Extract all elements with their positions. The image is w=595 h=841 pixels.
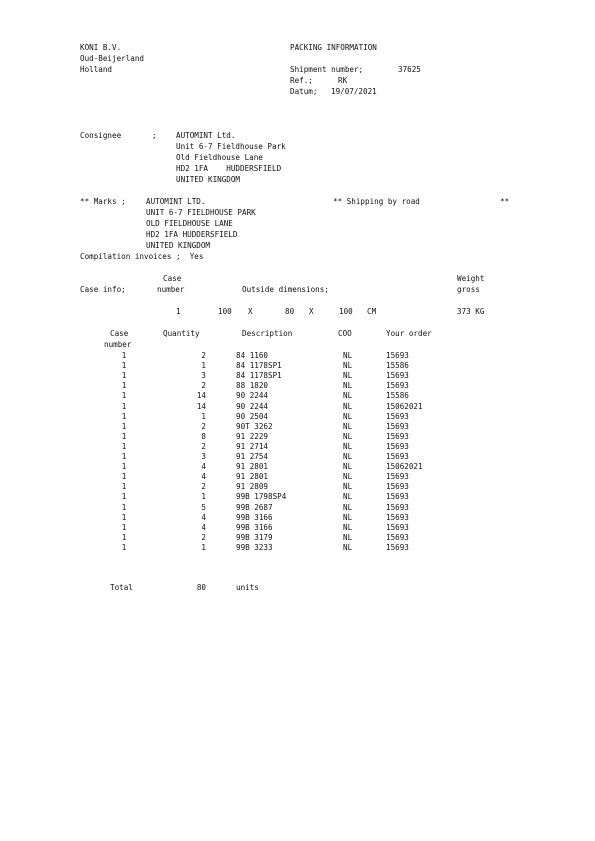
cell-coo: NL xyxy=(343,522,353,532)
cell-case: 1 xyxy=(121,522,127,532)
cell-quantity: 2 xyxy=(201,421,206,431)
consignee-line: AUTOMINT Ltd. xyxy=(176,131,236,140)
cell-your-order: 15693 xyxy=(386,421,409,431)
cell-your-order: 15693 xyxy=(386,441,409,451)
cell-case: 1 xyxy=(121,361,127,371)
weight-header-bottom: gross xyxy=(457,285,480,294)
weight-header-top: Weight xyxy=(457,274,485,283)
cell-case: 1 xyxy=(121,492,127,502)
marks-line: AUTOMINT LTD. xyxy=(146,197,206,206)
cell-case: 1 xyxy=(121,401,127,411)
cell-quantity: 1 xyxy=(201,411,206,421)
case-info-length: 100 xyxy=(218,307,232,316)
cell-your-order: 15062021 xyxy=(386,401,423,411)
column-header-coo: COO xyxy=(338,329,352,338)
sender-country: Holland xyxy=(80,65,113,74)
cell-quantity: 3 xyxy=(201,371,206,381)
case-info-case: 1 xyxy=(176,307,181,316)
cell-your-order: 15693 xyxy=(386,431,409,441)
cell-case: 1 xyxy=(121,502,127,512)
cell-quantity: 2 xyxy=(201,441,206,451)
cell-quantity: 14 xyxy=(196,391,206,401)
cell-coo: NL xyxy=(343,391,353,401)
cell-case: 1 xyxy=(121,441,127,451)
consignee-line: Old Fieldhouse Lane xyxy=(176,153,263,162)
cell-description: 91 2809 xyxy=(236,482,269,492)
total-label: Total xyxy=(110,583,133,592)
cell-coo: NL xyxy=(343,381,353,391)
cell-your-order: 15693 xyxy=(386,411,409,421)
cell-your-order: 15693 xyxy=(386,452,409,461)
cell-your-order: 15693 xyxy=(386,351,409,360)
case-info-width: 80 xyxy=(285,307,295,316)
case-info-unit: CM xyxy=(367,307,377,316)
cell-quantity: 3 xyxy=(201,452,206,461)
cell-quantity: 2 xyxy=(201,351,206,360)
cell-your-order: 15586 xyxy=(386,391,409,401)
cell-description: 91 2801 xyxy=(236,462,269,472)
cell-case: 1 xyxy=(121,542,127,552)
cell-case: 1 xyxy=(121,512,127,522)
dimensions-header: Outside dimensions; xyxy=(242,285,329,294)
marks-line: HD2 1FA HUDDERSFIELD xyxy=(146,230,238,239)
cell-coo: NL xyxy=(343,441,353,451)
cell-description: 90 2244 xyxy=(236,401,269,411)
cell-description: 99B 2687 xyxy=(236,502,273,512)
cell-case: 1 xyxy=(121,472,127,482)
cell-case: 1 xyxy=(121,421,127,431)
cell-your-order: 15693 xyxy=(386,532,409,542)
cell-description: 90 2244 xyxy=(236,391,269,401)
cell-case: 1 xyxy=(121,482,127,492)
cell-description: 99B 3166 xyxy=(236,522,273,532)
cell-description: 84 1160 xyxy=(236,351,269,360)
column-header-description: Description xyxy=(242,329,293,338)
cell-coo: NL xyxy=(343,512,353,522)
ref-value: RK xyxy=(338,76,348,85)
sender-company: KONI B.V. xyxy=(80,43,122,52)
cell-quantity: 1 xyxy=(201,361,206,371)
cell-coo: NL xyxy=(343,421,353,431)
cell-description: 90 2504 xyxy=(236,411,269,421)
case-number-header: number xyxy=(157,285,185,294)
marks-line: UNIT 6-7 FIELDHOUSE PARK xyxy=(146,208,256,217)
cell-your-order: 15693 xyxy=(386,542,409,552)
cell-coo: NL xyxy=(343,411,353,421)
cell-case: 1 xyxy=(121,381,127,391)
cell-your-order: 15693 xyxy=(386,371,409,381)
cell-quantity: 2 xyxy=(201,381,206,391)
cell-description: 91 2229 xyxy=(236,431,269,441)
cell-case: 1 xyxy=(121,351,127,360)
cell-your-order: 15693 xyxy=(386,512,409,522)
column-header-your-order: Your order xyxy=(386,329,432,338)
case-info-height: 100 xyxy=(339,307,353,316)
cell-coo: NL xyxy=(343,472,353,482)
cell-your-order: 15062021 xyxy=(386,462,423,472)
cell-quantity: 2 xyxy=(201,532,206,542)
cell-description: 84 1178SP1 xyxy=(236,361,282,371)
total-unit: units xyxy=(236,583,259,592)
case-info-x: X xyxy=(309,307,314,316)
cell-quantity: 4 xyxy=(201,522,206,532)
column-header-quantity: Quantity xyxy=(163,329,200,338)
cell-coo: NL xyxy=(343,361,353,371)
case-info-label: Case info; xyxy=(80,285,126,294)
cell-coo: NL xyxy=(343,351,353,360)
cell-description: 84 1178SP1 xyxy=(236,371,282,381)
cell-description: 91 2754 xyxy=(236,452,269,461)
cell-quantity: 5 xyxy=(201,502,206,512)
shipment-number-value: 37625 xyxy=(398,65,421,74)
date-label: Datum; xyxy=(290,87,318,96)
cell-coo: NL xyxy=(343,462,353,472)
cell-your-order: 15693 xyxy=(386,492,409,502)
cell-description: 99B 3179 xyxy=(236,532,273,542)
shipping-method-end: ** xyxy=(500,197,510,206)
consignee-label: Consignee xyxy=(80,131,122,140)
cell-quantity: 8 xyxy=(201,431,206,441)
cell-description: 91 2801 xyxy=(236,472,269,482)
cell-quantity: 2 xyxy=(201,482,206,492)
column-header-case-number: number xyxy=(104,340,132,349)
cell-description: 99B 3166 xyxy=(236,512,273,522)
cell-description: 99B 1798SP4 xyxy=(236,492,287,502)
cell-coo: NL xyxy=(343,431,353,441)
cell-case: 1 xyxy=(121,452,127,461)
column-header-case: Case xyxy=(110,329,129,338)
cell-case: 1 xyxy=(121,431,127,441)
case-info-weight: 373 KG xyxy=(457,307,485,316)
cell-coo: NL xyxy=(343,371,353,381)
case-header-top: Case xyxy=(163,274,182,283)
cell-coo: NL xyxy=(343,542,353,552)
sender-city: Oud-Beijerland xyxy=(80,54,145,63)
cell-case: 1 xyxy=(121,462,127,472)
consignee-line: UNITED KINGDOM xyxy=(176,175,241,184)
cell-your-order: 15693 xyxy=(386,522,409,532)
cell-quantity: 4 xyxy=(201,512,206,522)
consignee-line: HD2 1FA HUDDERSFIELD xyxy=(176,164,282,173)
cell-case: 1 xyxy=(121,371,127,381)
cell-quantity: 4 xyxy=(201,472,206,482)
cell-description: 99B 3233 xyxy=(236,542,273,552)
shipment-number-label: Shipment number; xyxy=(290,65,364,74)
consignee-separator: ; xyxy=(152,131,157,140)
cell-coo: NL xyxy=(343,452,353,461)
marks-line: UNITED KINGDOM xyxy=(146,241,211,250)
cell-case: 1 xyxy=(121,411,127,421)
ref-label: Ref.; xyxy=(290,76,313,85)
cell-coo: NL xyxy=(343,502,353,512)
cell-coo: NL xyxy=(343,482,353,492)
cell-your-order: 15586 xyxy=(386,361,409,371)
compilation-invoices: Compilation invoices ; Yes xyxy=(80,252,204,261)
cell-your-order: 15693 xyxy=(386,482,409,492)
marks-line: OLD FIELDHOUSE LANE xyxy=(146,219,233,228)
case-info-x: X xyxy=(248,307,253,316)
cell-case: 1 xyxy=(121,532,127,542)
cell-your-order: 15693 xyxy=(386,502,409,512)
cell-coo: NL xyxy=(343,492,353,502)
cell-your-order: 15693 xyxy=(386,381,409,391)
cell-description: 90T 3262 xyxy=(236,421,273,431)
cell-your-order: 15693 xyxy=(386,472,409,482)
cell-quantity: 14 xyxy=(196,401,206,411)
cell-quantity: 4 xyxy=(201,462,206,472)
total-quantity: 80 xyxy=(196,583,206,592)
date-value: 19/07/2021 xyxy=(331,87,377,96)
cell-coo: NL xyxy=(343,401,353,411)
cell-coo: NL xyxy=(343,532,353,542)
marks-label: ** Marks ; xyxy=(80,197,126,206)
cell-description: 88 1820 xyxy=(236,381,269,391)
shipping-method: ** Shipping by road xyxy=(333,197,420,206)
cell-description: 91 2714 xyxy=(236,441,269,451)
cell-case: 1 xyxy=(121,391,127,401)
document-title: PACKING INFORMATION xyxy=(290,43,377,52)
consignee-line: Unit 6-7 Fieldhouse Park xyxy=(176,142,286,151)
cell-quantity: 1 xyxy=(201,542,206,552)
cell-quantity: 1 xyxy=(201,492,206,502)
